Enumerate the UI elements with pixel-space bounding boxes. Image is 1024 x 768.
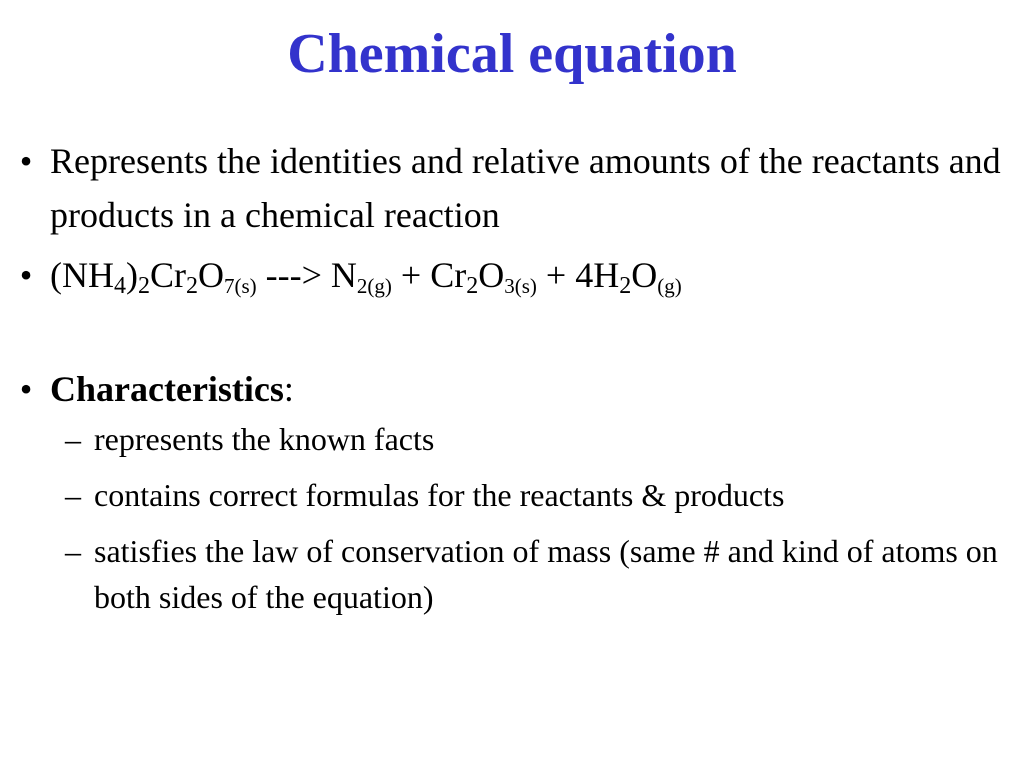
equation-subscript: 2 xyxy=(619,273,632,299)
list-item-text: represents the known facts xyxy=(94,421,435,457)
equation-part: ) xyxy=(125,255,138,295)
bullet-definition xyxy=(14,134,1014,242)
slide-body xyxy=(14,134,1014,620)
equation-subscript: 2 xyxy=(466,273,479,299)
equation-part: O xyxy=(197,255,224,295)
list-item xyxy=(58,528,1014,620)
equation-part: (NH xyxy=(50,255,114,295)
characteristics-colon: : xyxy=(283,369,294,409)
equation-part: O xyxy=(478,255,505,295)
characteristics-list xyxy=(14,416,1014,620)
list-item-text: contains correct formulas for the reactants & products xyxy=(94,477,785,513)
bullet-marker: • xyxy=(19,141,33,181)
bullet-definition-text: Represents the identities and relative amounts of the reactants and products in a chemical reaction xyxy=(50,141,1001,235)
list-item xyxy=(58,416,1014,462)
characteristics-heading: Characteristics xyxy=(50,369,284,409)
equation-subscript: 2 xyxy=(137,273,150,299)
equation-subscript: 4 xyxy=(113,273,126,299)
equation-subscript: 2 xyxy=(185,273,198,299)
equation-subscript: (g) xyxy=(657,274,682,298)
bullet-equation xyxy=(14,248,1014,302)
equation-part: ---> N xyxy=(256,255,357,295)
equation-part: + 4H xyxy=(536,255,620,295)
bullet-marker: • xyxy=(19,255,33,295)
equation-subscript: 2(g) xyxy=(356,274,392,298)
sub-bullet-marker: – xyxy=(65,477,81,513)
list-item-text: satisfies the law of conservation of mass (same # and kind of atoms on both sides of the equation) xyxy=(94,533,998,615)
equation-subscript: 3(s) xyxy=(504,274,537,298)
equation-part: Cr xyxy=(149,255,186,295)
equation-part: + Cr xyxy=(391,255,467,295)
bullet-characteristics xyxy=(14,362,1014,416)
equation-subscript: 7(s) xyxy=(223,274,257,298)
list-item xyxy=(58,472,1014,518)
sub-bullet-marker: – xyxy=(65,533,81,569)
bullet-marker: • xyxy=(19,369,33,409)
sub-bullet-marker: – xyxy=(65,421,81,457)
equation-part: O xyxy=(631,255,658,295)
chemical-equation xyxy=(50,255,682,299)
slide-title: Chemical equation xyxy=(287,23,737,85)
